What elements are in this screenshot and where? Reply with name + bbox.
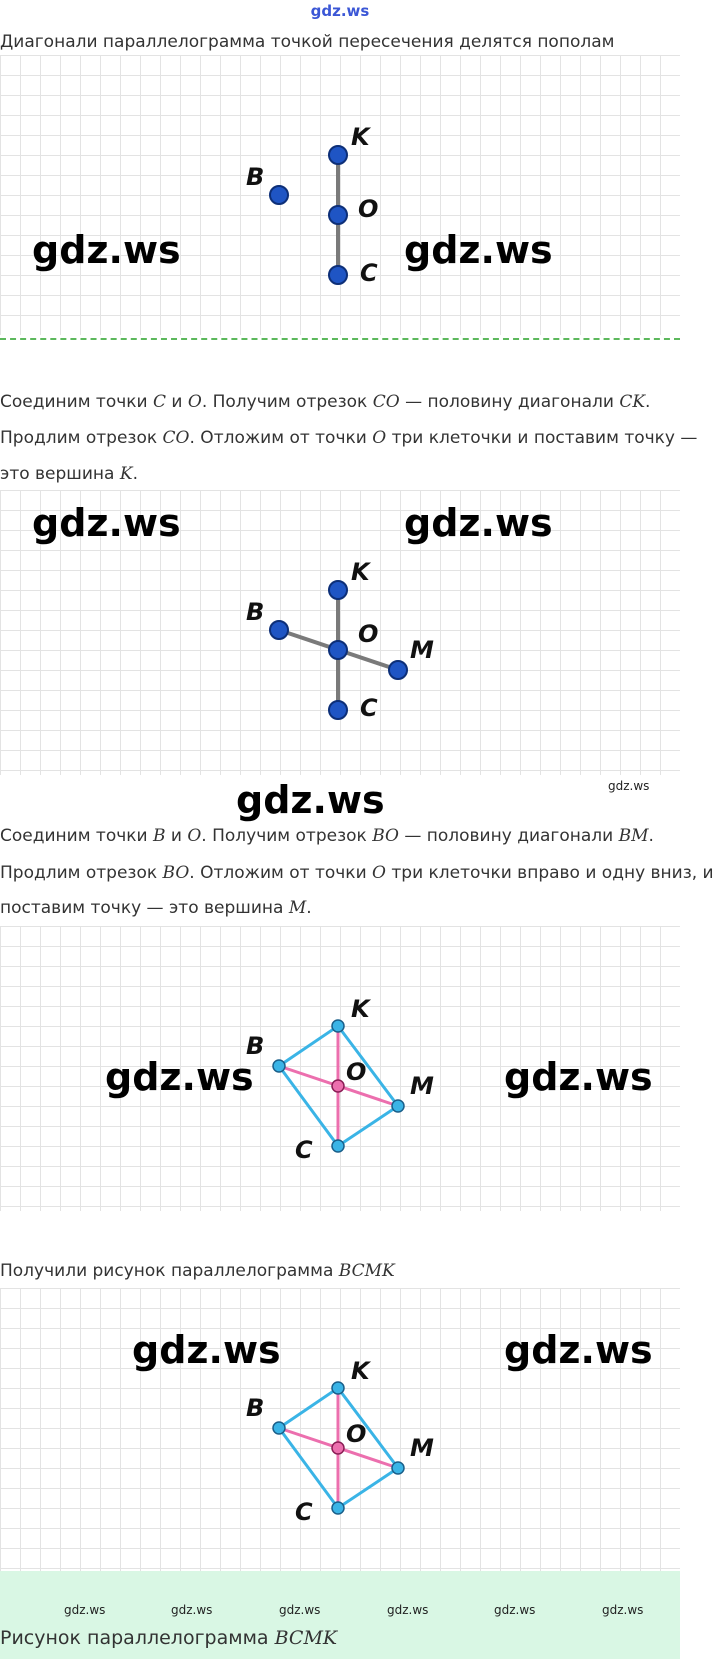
label-m: M: [410, 1434, 434, 1462]
label-b: B: [246, 163, 265, 191]
point-m: [389, 661, 407, 679]
grid-figure-1: [0, 55, 680, 335]
watermark-small: gdz.ws: [494, 1603, 536, 1617]
watermark: gdz.ws: [504, 1055, 653, 1099]
watermark-small: gdz.ws: [602, 1603, 644, 1617]
point-c: [329, 701, 347, 719]
watermark: gdz.ws: [32, 501, 181, 545]
watermark: gdz.ws: [404, 501, 553, 545]
figure-4-drawing: [0, 1288, 680, 1571]
grid-figure-4: [0, 1288, 680, 1571]
watermark-small: gdz.ws: [171, 1603, 213, 1617]
point-c: [332, 1502, 344, 1514]
point-k: [332, 1382, 344, 1394]
label-k: K: [351, 1357, 370, 1385]
grid-figure-3: [0, 926, 680, 1211]
figure-3-drawing: [0, 926, 680, 1211]
point-m: [392, 1462, 404, 1474]
watermark: gdz.ws: [236, 778, 385, 822]
point-o: [332, 1080, 344, 1092]
label-o: O: [346, 1058, 367, 1086]
point-b: [273, 1422, 285, 1434]
label-k: K: [351, 123, 370, 151]
step-1-line-1: Соединим точки C и O. Получим отрезок CO — половину диагонали CK.: [0, 392, 651, 412]
point-o: [329, 641, 347, 659]
watermark-small: gdz.ws: [387, 1603, 429, 1617]
label-b: B: [246, 1032, 265, 1060]
watermark: gdz.ws: [105, 1055, 254, 1099]
point-c: [329, 266, 347, 284]
caption-text: Рисунок параллелограмма BCMK: [0, 1627, 338, 1649]
label-c: C: [360, 259, 378, 287]
label-c: C: [360, 694, 378, 722]
figure-2-drawing: [0, 490, 680, 775]
step-2-line-1: Соединим точки B и O. Получим отрезок BO — половину диагонали BM.: [0, 826, 654, 846]
point-m: [392, 1100, 404, 1112]
point-b: [273, 1060, 285, 1072]
dashed-divider: [0, 338, 680, 340]
label-o: O: [346, 1420, 367, 1448]
site-title[interactable]: gdz.ws: [310, 2, 370, 20]
result-text: Получили рисунок параллелограмма BCMK: [0, 1261, 395, 1281]
watermark-small: gdz.ws: [608, 779, 650, 793]
label-k: K: [351, 558, 370, 586]
watermark: gdz.ws: [504, 1328, 653, 1372]
step-1-line-2: Продлим отрезок CO. Отложим от точки O три клеточки и поставим точку —: [0, 428, 698, 448]
point-b: [270, 621, 288, 639]
label-b: B: [246, 1394, 265, 1422]
point-b: [270, 186, 288, 204]
label-c: C: [295, 1136, 313, 1164]
point-k: [329, 581, 347, 599]
watermark-small: gdz.ws: [64, 1603, 106, 1617]
label-o: O: [358, 195, 379, 223]
label-m: M: [410, 1072, 434, 1100]
step-2-line-3: поставим точку — это вершина M.: [0, 898, 312, 918]
point-k: [329, 146, 347, 164]
step-1-line-3: это вершина K.: [0, 464, 138, 484]
rule-text: Диагонали параллелограмма точкой пересечения делятся пополам: [0, 32, 615, 52]
watermark-small: gdz.ws: [279, 1603, 321, 1617]
point-k: [332, 1020, 344, 1032]
point-c: [332, 1140, 344, 1152]
watermark: gdz.ws: [404, 228, 553, 272]
grid-figure-2: [0, 490, 680, 775]
watermark: gdz.ws: [32, 228, 181, 272]
label-k: K: [351, 995, 370, 1023]
watermark: gdz.ws: [132, 1328, 281, 1372]
label-c: C: [295, 1498, 313, 1526]
label-b: B: [246, 598, 265, 626]
label-o: O: [358, 620, 379, 648]
point-o: [332, 1442, 344, 1454]
step-2-line-2: Продлим отрезок BO. Отложим от точки O три клеточки вправо и одну вниз, и: [0, 863, 714, 883]
label-m: M: [410, 636, 434, 664]
footer-band: [0, 1571, 680, 1659]
point-o: [329, 206, 347, 224]
figure-1-drawing: [0, 55, 680, 335]
